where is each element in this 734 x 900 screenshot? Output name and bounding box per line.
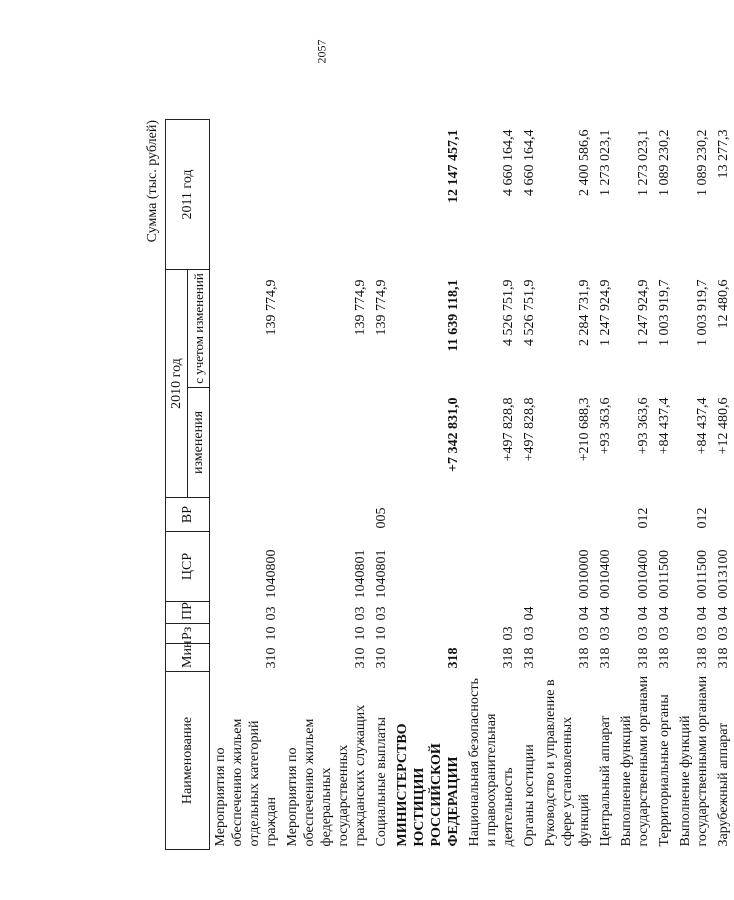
- row-csr: 1040801: [353, 549, 368, 599]
- row-rz: 10: [374, 626, 389, 641]
- row-min: 318: [657, 647, 672, 669]
- row-year-2011: [282, 120, 371, 270]
- row-pr: 04: [716, 606, 731, 621]
- row-name: Территориальные органы: [657, 694, 672, 847]
- row-csr: 0010000: [577, 549, 592, 599]
- row-csr: 0010400: [636, 549, 651, 599]
- row-min: 310: [353, 647, 368, 669]
- row-year-2011: 13 277,3: [716, 129, 731, 179]
- row-rz: 10: [353, 626, 368, 641]
- row-name: Зарубежный аппарат: [716, 722, 731, 847]
- row-rz: 03: [716, 626, 731, 641]
- row-changes: +497 828,8: [501, 397, 516, 462]
- row-year-2011: 2 400 586,6: [577, 129, 592, 196]
- row-vr: 005: [374, 507, 389, 529]
- row-min: 318: [716, 647, 731, 669]
- row-changes: [282, 388, 371, 498]
- row-pr: 04: [522, 606, 537, 621]
- header-vr: ВР: [166, 498, 210, 532]
- table-row: [675, 120, 713, 850]
- row-name: Социальные выплаты: [374, 716, 389, 847]
- header-with-changes: с учетом изменений: [188, 270, 210, 388]
- row-rz: 10: [264, 626, 279, 641]
- row-csr: [392, 532, 464, 602]
- row-with-changes: 139 774,9: [353, 279, 368, 336]
- row-pr: 04: [657, 606, 672, 621]
- table-body: [210, 120, 734, 850]
- row-changes: +7 342 831,0: [446, 397, 461, 472]
- row-changes: +84 437,4: [657, 397, 672, 455]
- row-csr: 1040801: [374, 549, 389, 599]
- row-rz: 03: [598, 626, 613, 641]
- row-year-2011: 4 660 164,4: [522, 129, 537, 196]
- row-rz: 03: [636, 626, 651, 641]
- row-vr: [282, 498, 371, 532]
- row-pr: 04: [695, 606, 710, 621]
- table-row: [616, 120, 654, 850]
- header-csr: ЦСР: [166, 532, 210, 602]
- row-min: 318: [636, 647, 651, 669]
- row-changes: +93 363,6: [636, 397, 651, 455]
- row-with-changes: 1 247 924,9: [598, 279, 613, 346]
- row-rz: 03: [695, 626, 710, 641]
- row-name: Выполнение функций государственными органами: [678, 675, 710, 847]
- table-row: [282, 120, 371, 850]
- row-rz: [392, 624, 464, 644]
- table-row: [654, 120, 675, 850]
- row-year-2011: 12 147 457,1: [446, 129, 461, 203]
- row-with-changes: 2 284 731,9: [577, 279, 592, 346]
- row-with-changes: 1 003 919,7: [695, 279, 710, 346]
- row-changes: +210 688,3: [577, 397, 592, 462]
- row-vr: 012: [636, 507, 651, 529]
- table-row: [464, 120, 519, 850]
- row-with-changes: 1 003 919,7: [657, 279, 672, 346]
- row-year-2011: [371, 120, 392, 270]
- row-pr: 03: [374, 606, 389, 621]
- units-label: Сумма (тыс. рублей): [145, 120, 160, 243]
- row-name: Мероприятия по обеспечению жильем федеральных государственных гражданских служащих: [285, 704, 368, 847]
- table-row: [713, 120, 734, 850]
- row-min: 318: [598, 647, 613, 669]
- row-name: Органы юстиции: [522, 744, 537, 847]
- row-changes: +84 437,4: [695, 397, 710, 455]
- row-pr: 03: [353, 606, 368, 621]
- row-csr: 0011500: [695, 550, 710, 599]
- rotated-page: [145, 120, 731, 850]
- row-with-changes: 139 774,9: [264, 279, 279, 336]
- row-with-changes: 1 247 924,9: [636, 279, 651, 346]
- row-pr: 04: [577, 606, 592, 621]
- row-pr: 03: [264, 606, 279, 621]
- row-with-changes: 12 480,6: [716, 279, 731, 329]
- row-vr: [654, 498, 675, 532]
- row-vr: [464, 498, 519, 532]
- row-year-2011: 1 089 230,2: [695, 129, 710, 196]
- row-vr: [210, 498, 283, 532]
- row-pr: [464, 602, 519, 624]
- row-vr: [519, 498, 540, 532]
- row-vr: [392, 498, 464, 532]
- row-csr: 0011500: [657, 550, 672, 599]
- row-name: Мероприятия по обеспечению жильем отдельных категорий граждан: [213, 718, 279, 847]
- row-rz: 03: [577, 626, 592, 641]
- row-vr: [713, 498, 734, 532]
- row-name: Выполнение функций государственными органами: [619, 675, 651, 847]
- row-min: 310: [264, 647, 279, 669]
- row-rz: 03: [522, 626, 537, 641]
- row-name: Центральный аппарат: [598, 715, 613, 847]
- header-changes: изменения: [188, 388, 210, 498]
- table-header: [166, 120, 210, 850]
- table-row: [540, 120, 595, 850]
- header-min: Мин: [166, 644, 210, 672]
- row-min: 318: [446, 647, 461, 669]
- row-changes: +93 363,6: [598, 397, 613, 455]
- row-pr: [392, 602, 464, 624]
- row-rz: 03: [657, 626, 672, 641]
- row-csr: [464, 532, 519, 602]
- row-year-2011: [210, 120, 283, 270]
- row-vr: [540, 498, 595, 532]
- row-changes: +12 480,6: [716, 397, 731, 455]
- header-pr: ПР: [166, 602, 210, 624]
- row-year-2011: 1 273 023,1: [636, 129, 651, 196]
- page-number: 2057: [314, 39, 329, 64]
- row-changes: [371, 388, 392, 498]
- header-name: Наименование: [166, 672, 210, 850]
- header-year-2011: 2011 год: [166, 120, 210, 270]
- row-changes: [210, 388, 283, 498]
- row-name: МИНИСТЕРСТВО ЮСТИЦИИ РОССИЙСКОЙ ФЕДЕРАЦИИ: [395, 723, 461, 847]
- row-with-changes: 139 774,9: [374, 279, 389, 336]
- row-year-2011: 1 273 023,1: [598, 129, 613, 196]
- row-vr: [595, 498, 616, 532]
- row-csr: 0010400: [598, 549, 613, 599]
- row-min: 318: [501, 647, 516, 669]
- table-row: [519, 120, 540, 850]
- row-vr: 012: [695, 507, 710, 529]
- row-min: 318: [522, 647, 537, 669]
- header-year-2010: 2010 год: [166, 270, 188, 498]
- row-changes: +497 828,8: [522, 397, 537, 462]
- row-with-changes: 11 639 118,1: [446, 279, 461, 352]
- header-rz: Рз: [166, 624, 210, 644]
- row-name: Национальная безопасность и правоохранительная деятельность: [467, 678, 516, 847]
- row-rz: 03: [501, 626, 516, 641]
- row-with-changes: 4 526 751,9: [522, 279, 537, 346]
- row-min: 318: [695, 647, 710, 669]
- row-year-2011: 1 089 230,2: [657, 129, 672, 196]
- row-pr: 04: [636, 606, 651, 621]
- row-csr: 0013100: [716, 549, 731, 599]
- row-csr: [519, 532, 540, 602]
- table-row: [210, 120, 283, 850]
- budget-table: [165, 119, 734, 850]
- row-csr: 1040800: [264, 549, 279, 599]
- row-with-changes: 4 526 751,9: [501, 279, 516, 346]
- row-pr: 04: [598, 606, 613, 621]
- row-min: 310: [374, 647, 389, 669]
- table-row: [371, 120, 392, 850]
- table-row: [595, 120, 616, 850]
- table-row: [392, 120, 464, 850]
- row-min: 318: [577, 647, 592, 669]
- row-name: Руководство и управление в сфере установленных функций: [543, 679, 592, 847]
- row-year-2011: 4 660 164,4: [501, 129, 516, 196]
